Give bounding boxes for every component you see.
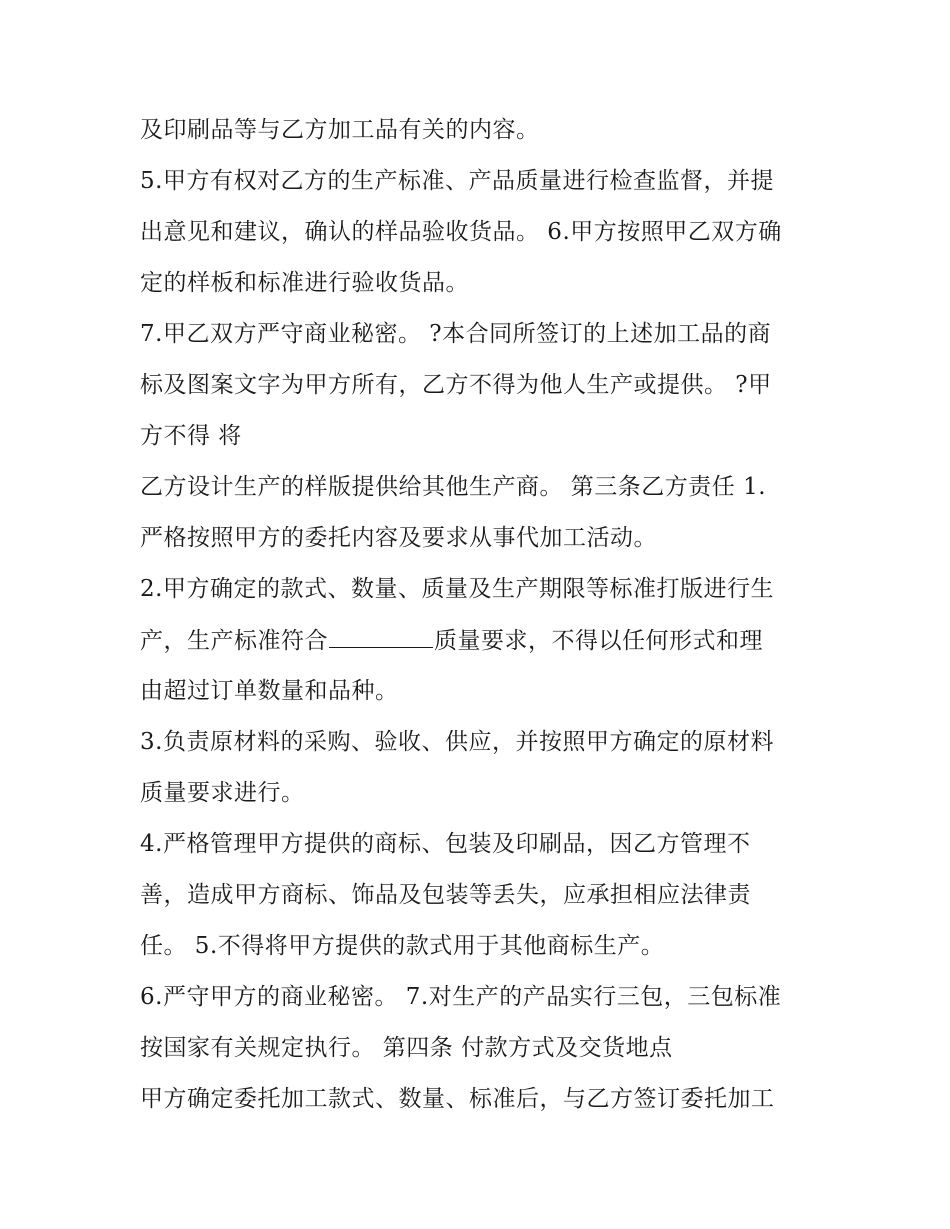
text-line: 方不得 将 xyxy=(140,423,242,449)
text-line: 按国家有关规定执行。 第四条 付款方式及交货地点 xyxy=(140,1035,673,1061)
text-line: 定的样板和标准进行验收货品。 xyxy=(140,270,469,296)
text-line: 质量要求进行。 xyxy=(140,780,305,806)
text-line: 任。 5.不得将甲方提供的款式用于其他商标生产。 xyxy=(140,933,665,959)
text-line: 标及图案文字为甲方所有，乙方不得为他人生产或提供。 ?甲 xyxy=(140,372,772,398)
text-line: 严格按照甲方的委托内容及要求从事代加工活动。 xyxy=(140,525,657,551)
text-line: 4.严格管理甲方提供的商标、包装及印刷品，因乙方管理不 xyxy=(140,831,751,857)
text-line: 由超过订单数量和品种。 xyxy=(140,678,399,704)
text-line: 7.甲乙双方严守商业秘密。 ?本合同所签订的上述加工品的商 xyxy=(140,321,772,347)
text-segment: 产，生产标准符合 xyxy=(140,628,328,654)
text-line: 甲方确定委托加工款式、数量、标准后，与乙方签订委托加工 xyxy=(140,1086,775,1112)
text-line-with-blank xyxy=(140,625,763,656)
text-line: 善，造成甲方商标、饰品及包装等丢失，应承担相应法律责 xyxy=(140,882,751,908)
text-line: 6.严守甲方的商业秘密。 7.对生产的产品实行三包，三包标准 xyxy=(140,984,782,1010)
text-segment: 质量要求，不得以任何形式和理 xyxy=(434,628,763,654)
text-line: 乙方设计生产的样版提供给其他生产商。 第三条乙方责任 1. xyxy=(140,474,767,500)
fill-in-blank xyxy=(329,625,433,648)
text-line: 3.负责原材料的采购、验收、供应，并按照甲方确定的原材料 xyxy=(140,729,774,755)
text-line: 及印刷品等与乙方加工品有关的内容。 xyxy=(140,117,540,143)
text-line: 2.甲方确定的款式、数量、质量及生产期限等标准打版进行生 xyxy=(140,576,774,602)
text-line: 出意见和建议，确认的样品验收货品。 6.甲方按照甲乙双方确 xyxy=(140,219,782,245)
text-line: 5.甲方有权对乙方的生产标准、产品质量进行检查监督，并提 xyxy=(140,168,774,194)
